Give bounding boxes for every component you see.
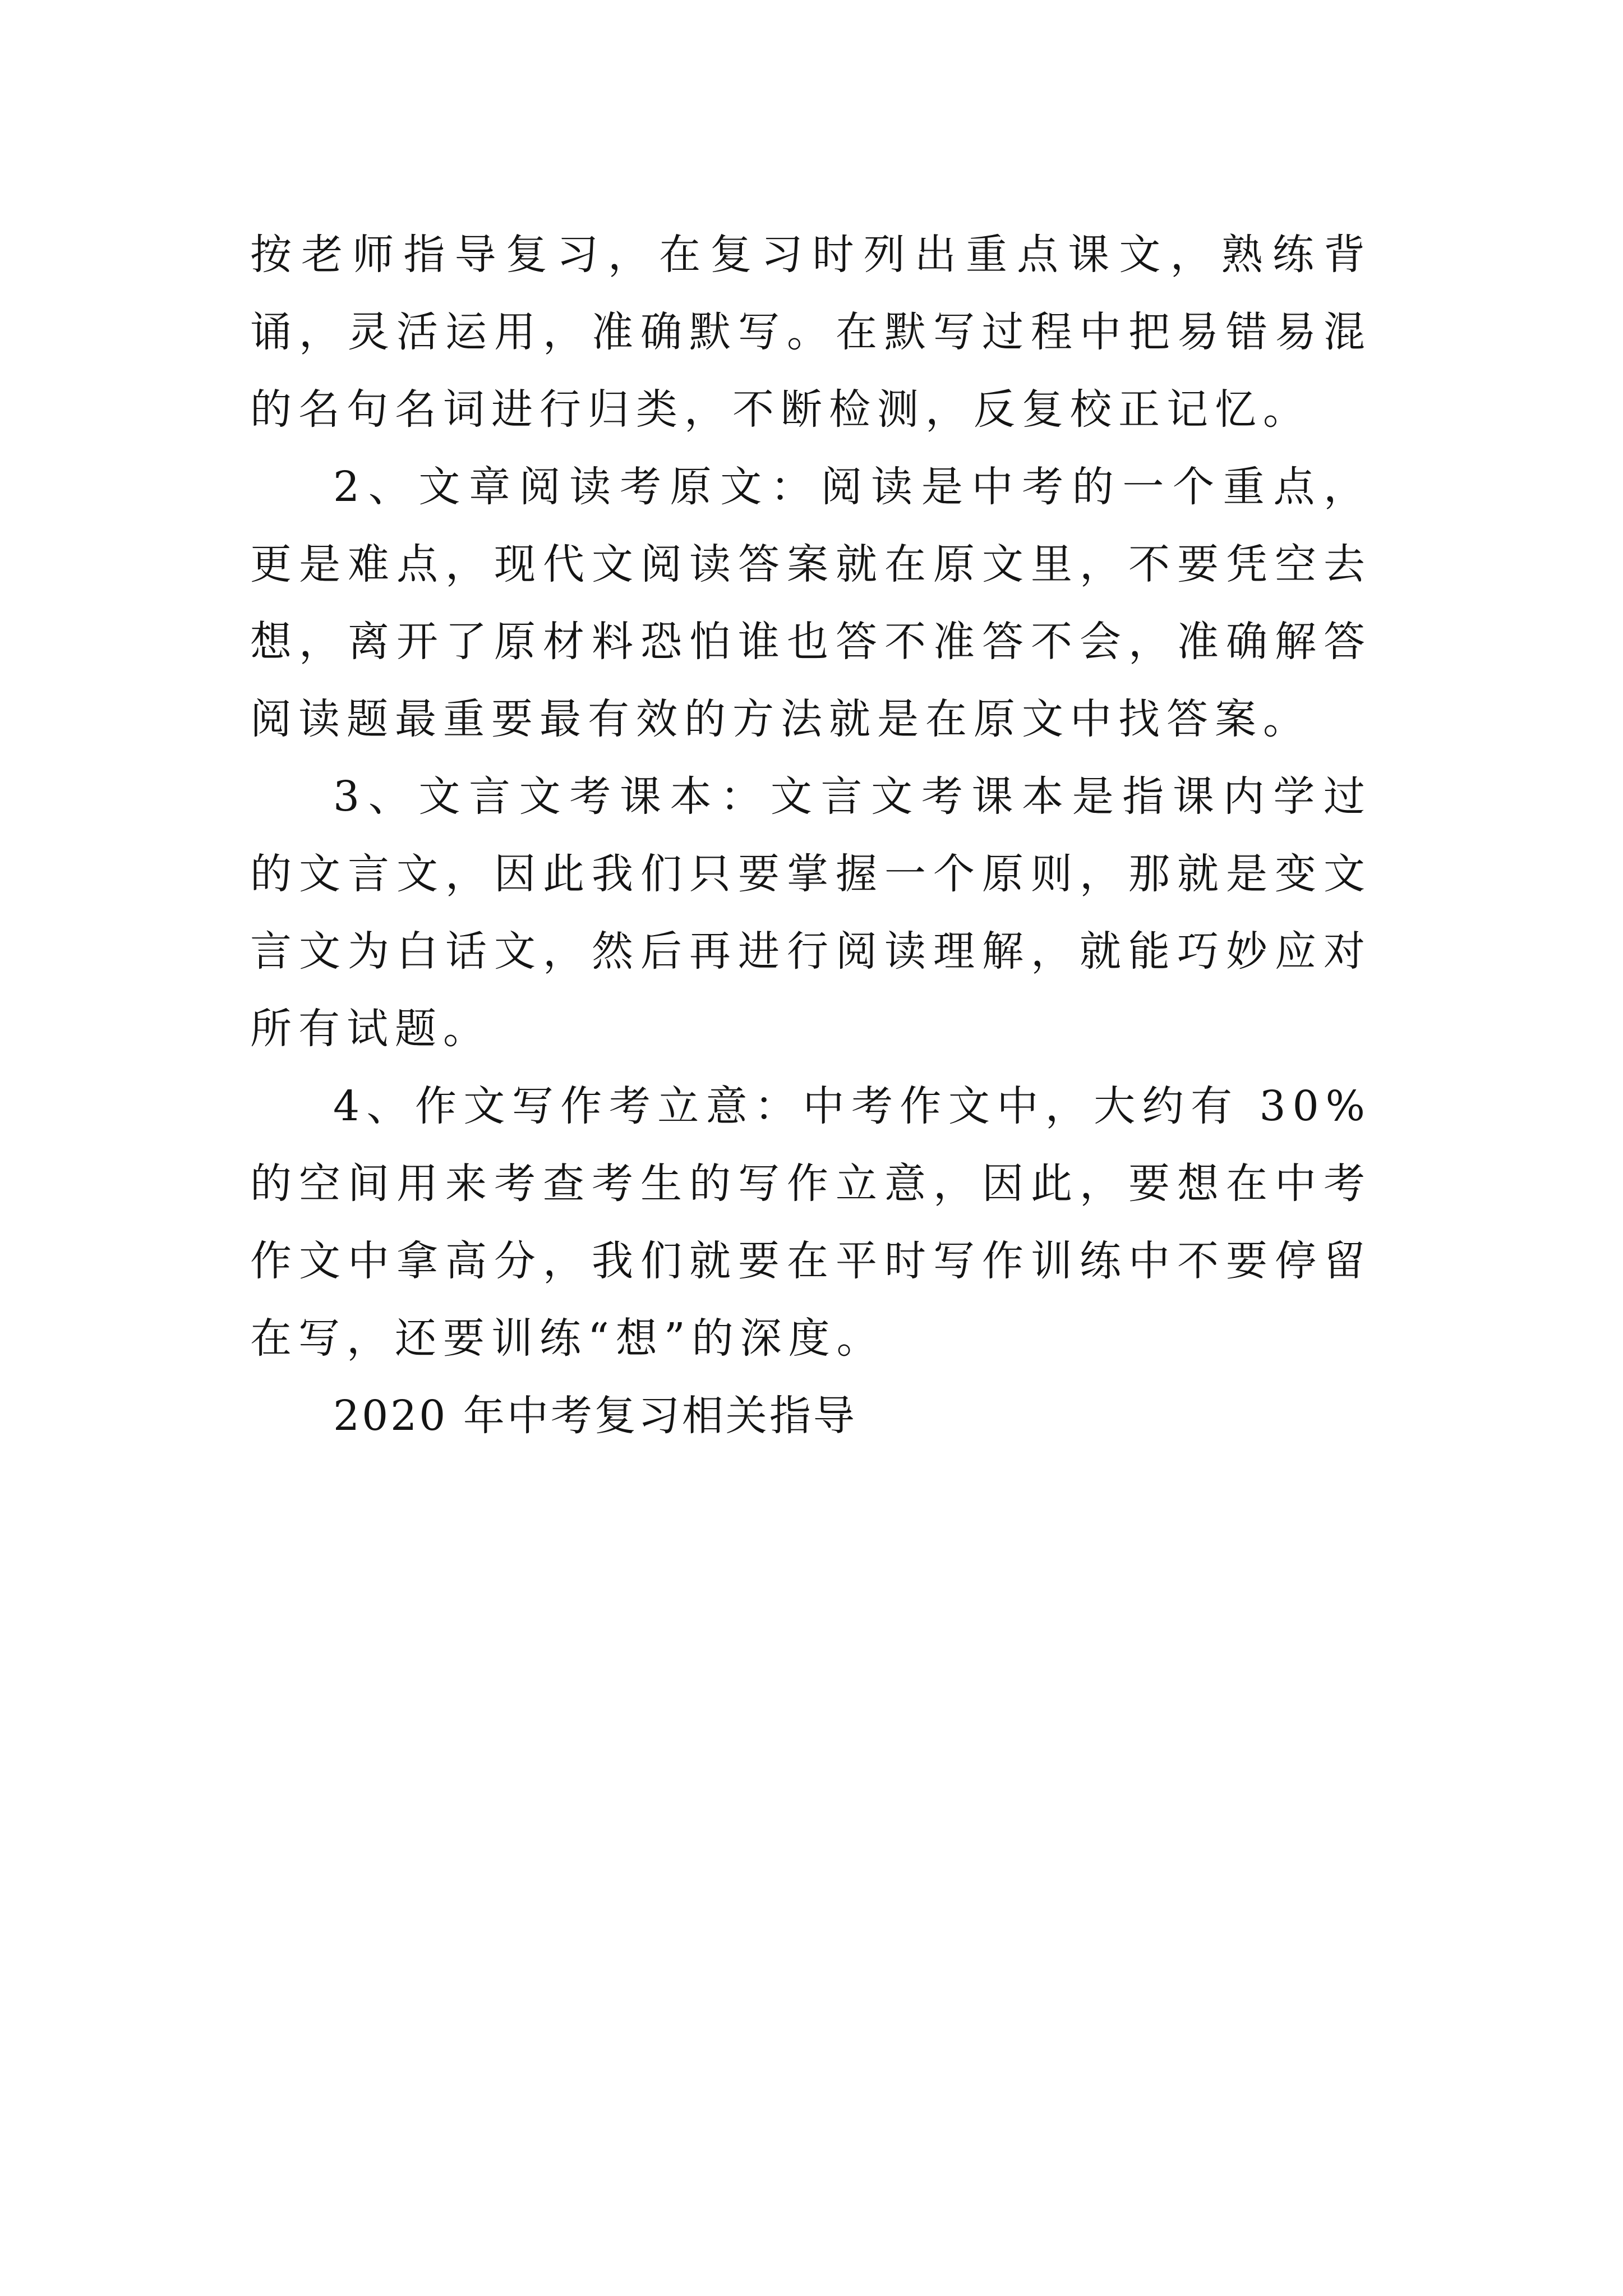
paragraph-essay-writing: 4、作文写作考立意：中考作文中，大约有 30%的空间用来考查考生的写作立意，因此，要想在中考作文中拿高分，我们就要在平时写作训练中不要停留在写，还要训练“想”的深度。: [250, 1082, 1372, 1363]
paragraph-review-guidance: 按老师指导复习，在复习时列出重点课文，熟练背诵，灵活运用，准确默写。在默写过程中把易错易混的名句名词进行归类，不断检测，反复校正记忆。: [250, 231, 1372, 434]
document-body: [250, 216, 1372, 1455]
paragraph-reading-original-text: 2、文章阅读考原文：阅读是中考的一个重点，更是难点，现代文阅读答案就在原文里，不要凭空去想，离开了原材料恐怕谁也答不准答不会，准确解答阅读题最重要最有效的方法就是在原文中找答案。: [250, 463, 1372, 743]
footer-title-line: 2020 年中考复习相关指导: [333, 1392, 857, 1440]
paragraph-classical-chinese: 3、文言文考课本：文言文考课本是指课内学过的文言文，因此我们只要掌握一个原则，那就是变文言文为白话文，然后再进行阅读理解，就能巧妙应对所有试题。: [250, 772, 1372, 1053]
